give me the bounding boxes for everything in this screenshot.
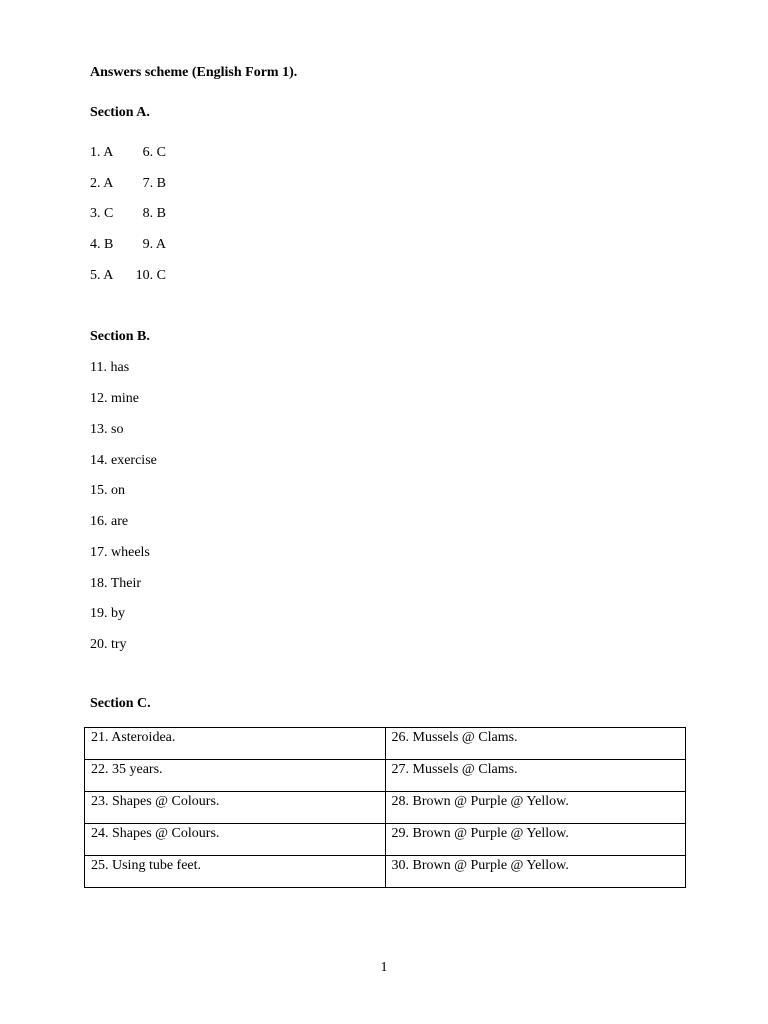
section-a-answer: 2. A — [90, 176, 114, 191]
table-row — [85, 824, 686, 856]
section-b-answer: 18. Their — [90, 576, 142, 591]
section-b-answer: 12. mine — [90, 391, 139, 406]
section-b-answer: 20. try — [90, 637, 127, 652]
table-cell: 24. Shapes @ Colours. — [85, 824, 386, 856]
table-row — [85, 856, 686, 888]
section-a-answer: 6. C — [142, 145, 166, 160]
section-c-table — [84, 727, 686, 888]
section-b-answer: 17. wheels — [90, 545, 150, 560]
page-number: 1 — [380, 960, 388, 975]
table-cell: 30. Brown @ Purple @ Yellow. — [385, 856, 686, 888]
section-a-answer: 10. C — [135, 268, 166, 283]
section-a-heading: Section A. — [90, 105, 150, 120]
section-b-answer: 16. are — [90, 514, 129, 529]
document-title: Answers scheme (English Form 1). — [90, 65, 298, 80]
section-c-heading: Section C. — [90, 696, 151, 711]
table-cell: 26. Mussels @ Clams. — [385, 728, 686, 760]
section-a-answer: 4. B — [90, 237, 114, 252]
section-b-answer: 14. exercise — [90, 453, 157, 468]
table-cell: 23. Shapes @ Colours. — [85, 792, 386, 824]
section-a-answer: 9. A — [142, 237, 166, 252]
section-a-answer: 7. B — [142, 176, 166, 191]
section-a-answer: 5. A — [90, 268, 114, 283]
table-row — [85, 792, 686, 824]
section-b-answer: 11. has — [90, 360, 130, 375]
table-cell: 28. Brown @ Purple @ Yellow. — [385, 792, 686, 824]
table-row — [85, 760, 686, 792]
table-cell: 29. Brown @ Purple @ Yellow. — [385, 824, 686, 856]
section-b-answer: 13. so — [90, 422, 124, 437]
table-cell: 27. Mussels @ Clams. — [385, 760, 686, 792]
table-cell: 22. 35 years. — [85, 760, 386, 792]
section-a-answer: 3. C — [90, 206, 114, 221]
section-b-heading: Section B. — [90, 329, 150, 344]
section-b-answer: 19. by — [90, 606, 125, 621]
table-cell: 25. Using tube feet. — [85, 856, 386, 888]
section-a-answer: 1. A — [90, 145, 114, 160]
table-row — [85, 728, 686, 760]
section-b-answer: 15. on — [90, 483, 125, 498]
section-a-answer: 8. B — [142, 206, 166, 221]
table-cell: 21. Asteroidea. — [85, 728, 386, 760]
